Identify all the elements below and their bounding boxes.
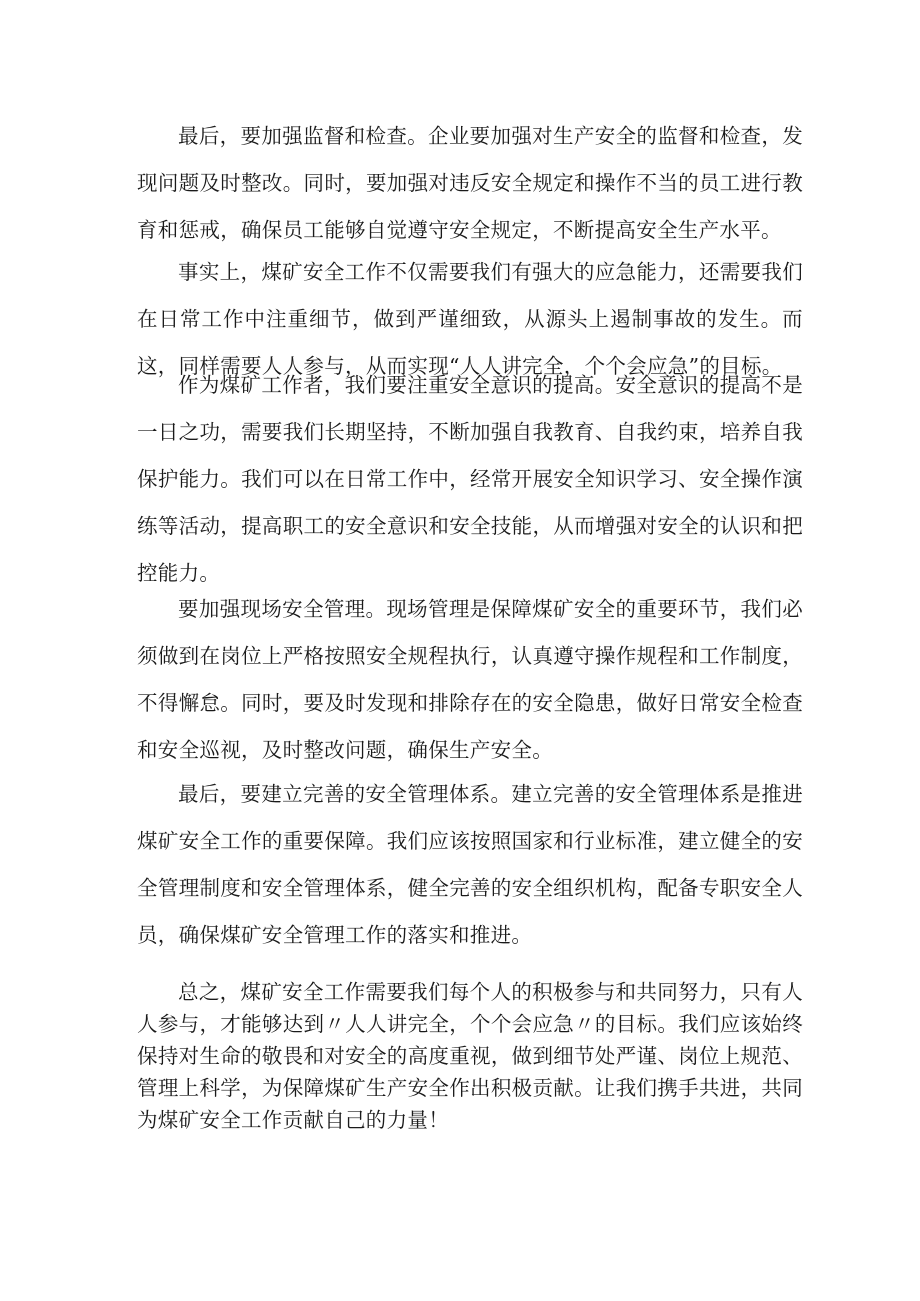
paragraph-supervision: 最后，要加强监督和检查。企业要加强对生产安全的监督和检查，发现问题及时整改。同时，要加强对违反安全规定和操作不当的员工进行教育和惩戒，确保员工能够自觉遵守安全规定，不断提高安全生产水平。 [137,124,803,242]
paragraph-conclusion: 总之，煤矿安全工作需要我们每个人的积极参与和共同努力，只有人人参与，才能够达到〃人人讲完全，个个会应急〃的目标。我们应该始终保持对生命的敬畏和对安全的高度重视，做到细节处严谨、岗位上规范、管理上科学，为保障煤矿生产安全作出积极贡献。让我们携手共进，共同为煤矿安全工作贡献自己的力量！ [137,980,803,1132]
paragraph-site-management: 要加强现场安全管理。现场管理是保障煤矿安全的重要环节，我们必须做到在岗位上严格按照安全规程执行，认真遵守操作规程和工作制度，不得懈怠。同时，要及时发现和排除存在的安全隐患，做好日常安全检查和安全巡视，及时整改问题，确保生产安全。 [137,597,803,762]
paragraph-awareness: 作为煤矿工作者，我们要注重安全意识的提高。安全意识的提高不是一日之功，需要我们长期坚持，不断加强自我教育、自我约束，培养自我保护能力。我们可以在日常工作中，经常开展安全知识学习、安全操作演练等活动，提高职工的安全意识和安全技能，从而增强对安全的认识和把控能力。 [137,373,803,585]
paragraph-details: 事实上，煤矿安全工作不仅需要我们有强大的应急能力，还需要我们在日常工作中注重细节，做到严谨细致，从源头上遏制事故的发生。而这，同样需要人人参与，从而实现“人人讲完全，个个会应急”的目标。 [137,260,803,378]
paragraph-management-system: 最后，要建立完善的安全管理体系。建立完善的安全管理体系是推进煤矿安全工作的重要保障。我们应该按照国家和行业标准，建立健全的安全管理制度和安全管理体系，健全完善的安全组织机构，配备专职安全人员，确保煤矿安全管理工作的落实和推进。 [137,782,803,947]
